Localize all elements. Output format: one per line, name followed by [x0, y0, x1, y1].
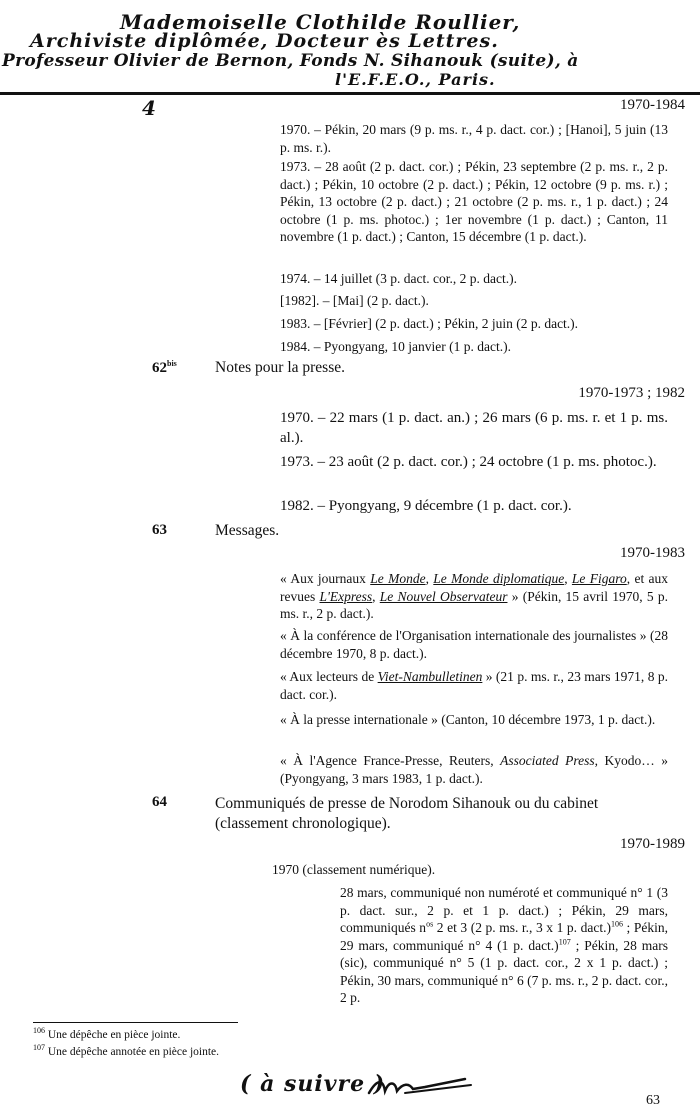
- footnote-text: Une dépêche annotée en pièce jointe.: [45, 1046, 220, 1058]
- item-number-62bis: [152, 360, 177, 377]
- footnote-107: [33, 1043, 220, 1058]
- message-5: [280, 752, 668, 787]
- title-le-figaro: Le Figaro: [571, 571, 627, 586]
- date-range-62bis: 1970-1973 ; 1982: [578, 385, 685, 401]
- text: , Kyodo… » (Pyongyang, 3 mars 1983, 1 p. dact.).: [280, 753, 668, 786]
- entry-1984: 1984. – Pyongyang, 10 janvier (1 p. dact.).: [280, 339, 511, 354]
- message-4: « À la presse internationale » (Canton, 10 décembre 1973, 1 p. dact.).: [280, 712, 656, 727]
- superscript-os: os: [426, 919, 434, 929]
- date-range: 1970-1984: [620, 97, 685, 113]
- text: 2 et 3 (2 p. ms. r., 3 x 1 p. dact.): [433, 920, 611, 935]
- entry-1973: 1973. – 28 août (2 p. dact. cor.) ; Pékin, 23 septembre (2 p. ms. r., 2 p. dact.) ; Pékin, 10 octobre (2 p. dact.) ; Pékin, 12 octobre (9 p. ms. r.) ; Pékin, 13 octobre (2 p. dact.) ; 21 octobre (2 p. ms. r., 1 p. dact.) ; 24 octobre (1 p. ms. photoc.) ; 1er novembre (1 p. dact.) ; Canton, 11 novembre (1 p. dact.) ; Canton, 15 décembre (1 p. dact.).: [280, 159, 668, 244]
- title-le-monde-diplomatique: Le Monde diplomatique: [433, 571, 565, 586]
- sub-heading-1970: 1970 (classement numérique).: [272, 862, 436, 877]
- communiques-1970: [340, 884, 668, 1007]
- message-1: [280, 570, 668, 623]
- text: « Aux journaux: [280, 571, 371, 586]
- note-1982: 1982. – Pyongyang, 9 décembre (1 p. dact. cor.).: [280, 498, 572, 514]
- title-associated-press: Associated Press: [500, 753, 595, 768]
- title-lexpress: L'Express: [319, 588, 373, 604]
- text: ,: [372, 588, 380, 604]
- text: » (Pékin, 15 avril 1970, 5 p. ms. r., 2 p. dact.).: [280, 588, 669, 621]
- header-line-2: Archiviste diplômée, Docteur ès Lettres.: [30, 30, 499, 52]
- header-line-1: Mademoiselle Clothilde Roullier,: [120, 10, 521, 34]
- title-viet-nambulletinen: Viet-Nambulletinen: [377, 669, 483, 684]
- note-1970: 1970. – 22 mars (1 p. dact. an.) ; 26 mars (6 p. ms. r. et 1 p. ms. al.).: [280, 410, 668, 446]
- text: « À l'Agence France-Presse, Reuters,: [280, 753, 501, 768]
- footnote-text: Une dépêche en pièce jointe.: [45, 1029, 181, 1041]
- item-title-64: Communiqués de presse de Norodom Sihanouk ou du cabinet (classement chronologique).: [215, 795, 599, 832]
- item-number: 62: [152, 360, 167, 376]
- date-range-64: 1970-1989: [620, 836, 685, 852]
- footnote-ref-107: 107: [558, 937, 571, 946]
- entry-1982: [1982]. – [Mai] (2 p. dact.).: [280, 293, 429, 308]
- text: 28 mars, communiqué non numéroté et communiqué n° 1 (3 p. dact. sur., 2 p. et 1 p. dact.) ; Pékin, 29 mars, communiqués n: [340, 885, 668, 935]
- text: « Aux lecteurs de: [280, 669, 378, 684]
- item-number-64: 64: [152, 794, 167, 810]
- text: » (21 p. ms. r., 23 mars 1971, 8 p. dact. cor.).: [280, 669, 668, 702]
- page-number: 63: [646, 1093, 660, 1108]
- message-3: [280, 668, 668, 703]
- title-le-monde: Le Monde: [370, 571, 426, 586]
- text: ,: [425, 571, 434, 586]
- title-nouvel-observateur: Le Nouvel Observateur: [379, 588, 508, 604]
- entry-1983: 1983. – [Février] (2 p. dact.) ; Pékin, 2 juin (2 p. dact.).: [280, 316, 579, 331]
- item-number-sup: bis: [167, 359, 177, 368]
- header-line-3: Professeur Olivier de Bernon, Fonds N. Sihanouk (suite), à: [2, 51, 579, 71]
- footnote-106: [33, 1026, 181, 1041]
- item-number-63: 63: [152, 522, 167, 538]
- item-title-63: Messages.: [215, 522, 280, 539]
- text: , et aux revues: [280, 571, 669, 604]
- message-2: « À la conférence de l'Organisation internationale des journalistes » (28 décembre 1970, 8 p. dact.).: [280, 628, 668, 661]
- item-title-62bis: Notes pour la presse.: [215, 359, 345, 376]
- date-range-63: 1970-1983: [620, 545, 685, 561]
- header-line-4: l'E.F.E.O., Paris.: [335, 70, 496, 89]
- footnote-ref-106: 106: [610, 919, 623, 929]
- handwritten-signature: [365, 1071, 475, 1101]
- text: ; Pékin, 28 mars (sic), communiqué n° 5 (1 p. dact. cor., 2 x 1 p. dact.) ; Pékin, 30 mars, communiqué n° 6 (7 p. ms. r., 2 p. dact. cor., 2 p.: [340, 937, 668, 1005]
- note-1973: 1973. – 23 août (2 p. dact. cor.) ; 24 octobre (1 p. ms. photoc.).: [280, 454, 657, 470]
- text: ,: [564, 571, 572, 586]
- entry-1974: 1974. – 14 juillet (3 p. dact. cor., 2 p. dact.).: [280, 271, 517, 286]
- entry-1970: 1970. – Pékin, 20 mars (9 p. ms. r., 4 p. dact. cor.) ; [Hanoi], 5 juin (13 p. ms. r.).: [280, 122, 668, 155]
- text: ; Pékin, 29 mars, communiqué n° 4 (1 p. dact.): [340, 920, 668, 953]
- footnote-mark: 107: [33, 1043, 45, 1053]
- footnote-rule: [33, 1022, 238, 1023]
- footnote-mark: 106: [33, 1026, 45, 1036]
- margin-mark: 4: [142, 96, 157, 120]
- handwritten-a-suivre: ( à suivre ): [240, 1071, 386, 1097]
- header-rule: [0, 92, 700, 95]
